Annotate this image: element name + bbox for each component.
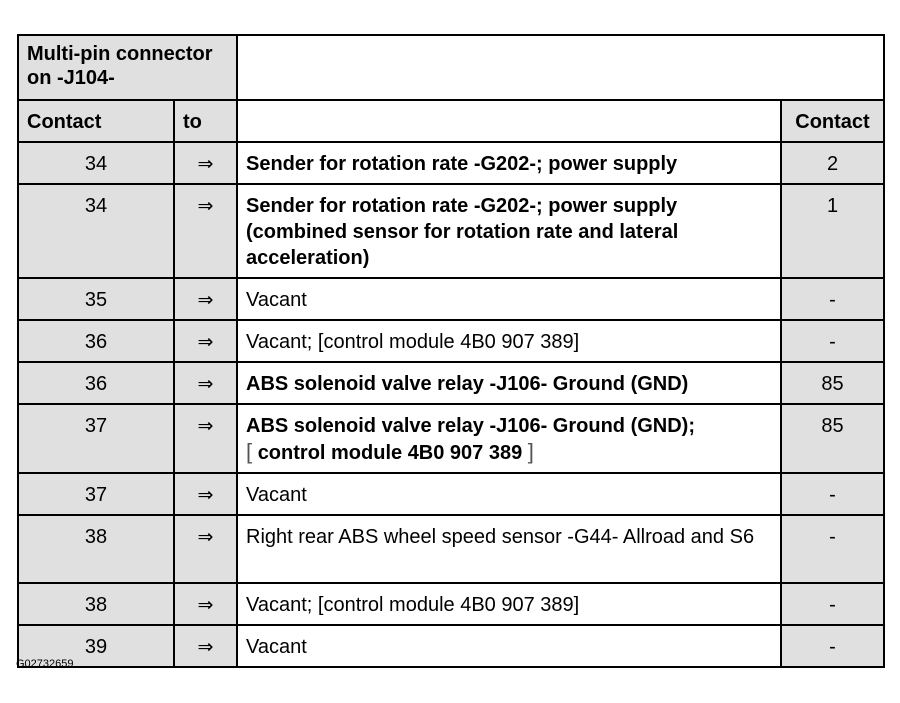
target-contact-cell: 85 (781, 362, 884, 404)
description-cell: Vacant (237, 278, 781, 320)
table-header-row (18, 100, 884, 142)
description-cell: Sender for rotation rate -G202-; power supply (combined sensor for rotation rate and lateral acceleration) (237, 184, 781, 278)
contact-cell: 35 (18, 278, 174, 320)
contact-cell: 38 (18, 515, 174, 583)
header-contact-left: Contact (18, 100, 174, 142)
contact-cell: 36 (18, 362, 174, 404)
target-contact-cell: - (781, 583, 884, 625)
title-blank-cell (237, 35, 884, 100)
target-contact-cell: 85 (781, 404, 884, 473)
description-cell: Vacant; [control module 4B0 907 389] (237, 320, 781, 362)
contact-cell: 38 (18, 583, 174, 625)
table-row (18, 184, 884, 278)
table-row (18, 515, 884, 583)
bracket-close: ] (527, 439, 534, 464)
arrow-icon: ⇒ (174, 362, 237, 404)
contact-cell: 39 (18, 625, 174, 667)
description-cell: ABS solenoid valve relay -J106- Ground (GND) (237, 362, 781, 404)
description-cell: Vacant (237, 625, 781, 667)
target-contact-cell: - (781, 625, 884, 667)
description-line-1: ABS solenoid valve relay -J106- Ground (GND); (246, 415, 695, 437)
table-row (18, 583, 884, 625)
table-row (18, 142, 884, 184)
description-cell: Sender for rotation rate -G202-; power supply (237, 142, 781, 184)
description-cell: Vacant; [control module 4B0 907 389] (237, 583, 781, 625)
connector-pinout-table (17, 34, 885, 668)
target-contact-cell: - (781, 320, 884, 362)
arrow-icon: ⇒ (174, 184, 237, 278)
description-cell: Right rear ABS wheel speed sensor -G44- Allroad and S6 (237, 515, 781, 583)
contact-cell: 34 (18, 142, 174, 184)
target-contact-cell: 2 (781, 142, 884, 184)
table-title-row (18, 35, 884, 100)
arrow-icon: ⇒ (174, 473, 237, 515)
connector-title: Multi-pin connector on -J104- (18, 35, 237, 100)
target-contact-cell: - (781, 278, 884, 320)
arrow-icon: ⇒ (174, 515, 237, 583)
arrow-icon: ⇒ (174, 278, 237, 320)
bracket-open: [ (246, 439, 253, 464)
description-bracketed-text: control module 4B0 907 389 (257, 442, 523, 464)
target-contact-cell: - (781, 473, 884, 515)
contact-cell: 34 (18, 184, 174, 278)
description-cell (237, 404, 781, 473)
table-row (18, 362, 884, 404)
table-row (18, 320, 884, 362)
contact-cell: 37 (18, 473, 174, 515)
table-row (18, 278, 884, 320)
description-cell: Vacant (237, 473, 781, 515)
arrow-icon: ⇒ (174, 625, 237, 667)
arrow-icon: ⇒ (174, 404, 237, 473)
table-row (18, 625, 884, 667)
target-contact-cell: - (781, 515, 884, 583)
arrow-icon: ⇒ (174, 320, 237, 362)
header-contact-right: Contact (781, 100, 884, 142)
description-line-2 (246, 439, 772, 466)
table-row (18, 404, 884, 473)
header-description-blank (237, 100, 781, 142)
target-contact-cell: 1 (781, 184, 884, 278)
figure-id: G02732659 (16, 658, 74, 670)
arrow-icon: ⇒ (174, 583, 237, 625)
contact-cell: 37 (18, 404, 174, 473)
arrow-icon: ⇒ (174, 142, 237, 184)
header-to: to (174, 100, 237, 142)
contact-cell: 36 (18, 320, 174, 362)
table-row (18, 473, 884, 515)
